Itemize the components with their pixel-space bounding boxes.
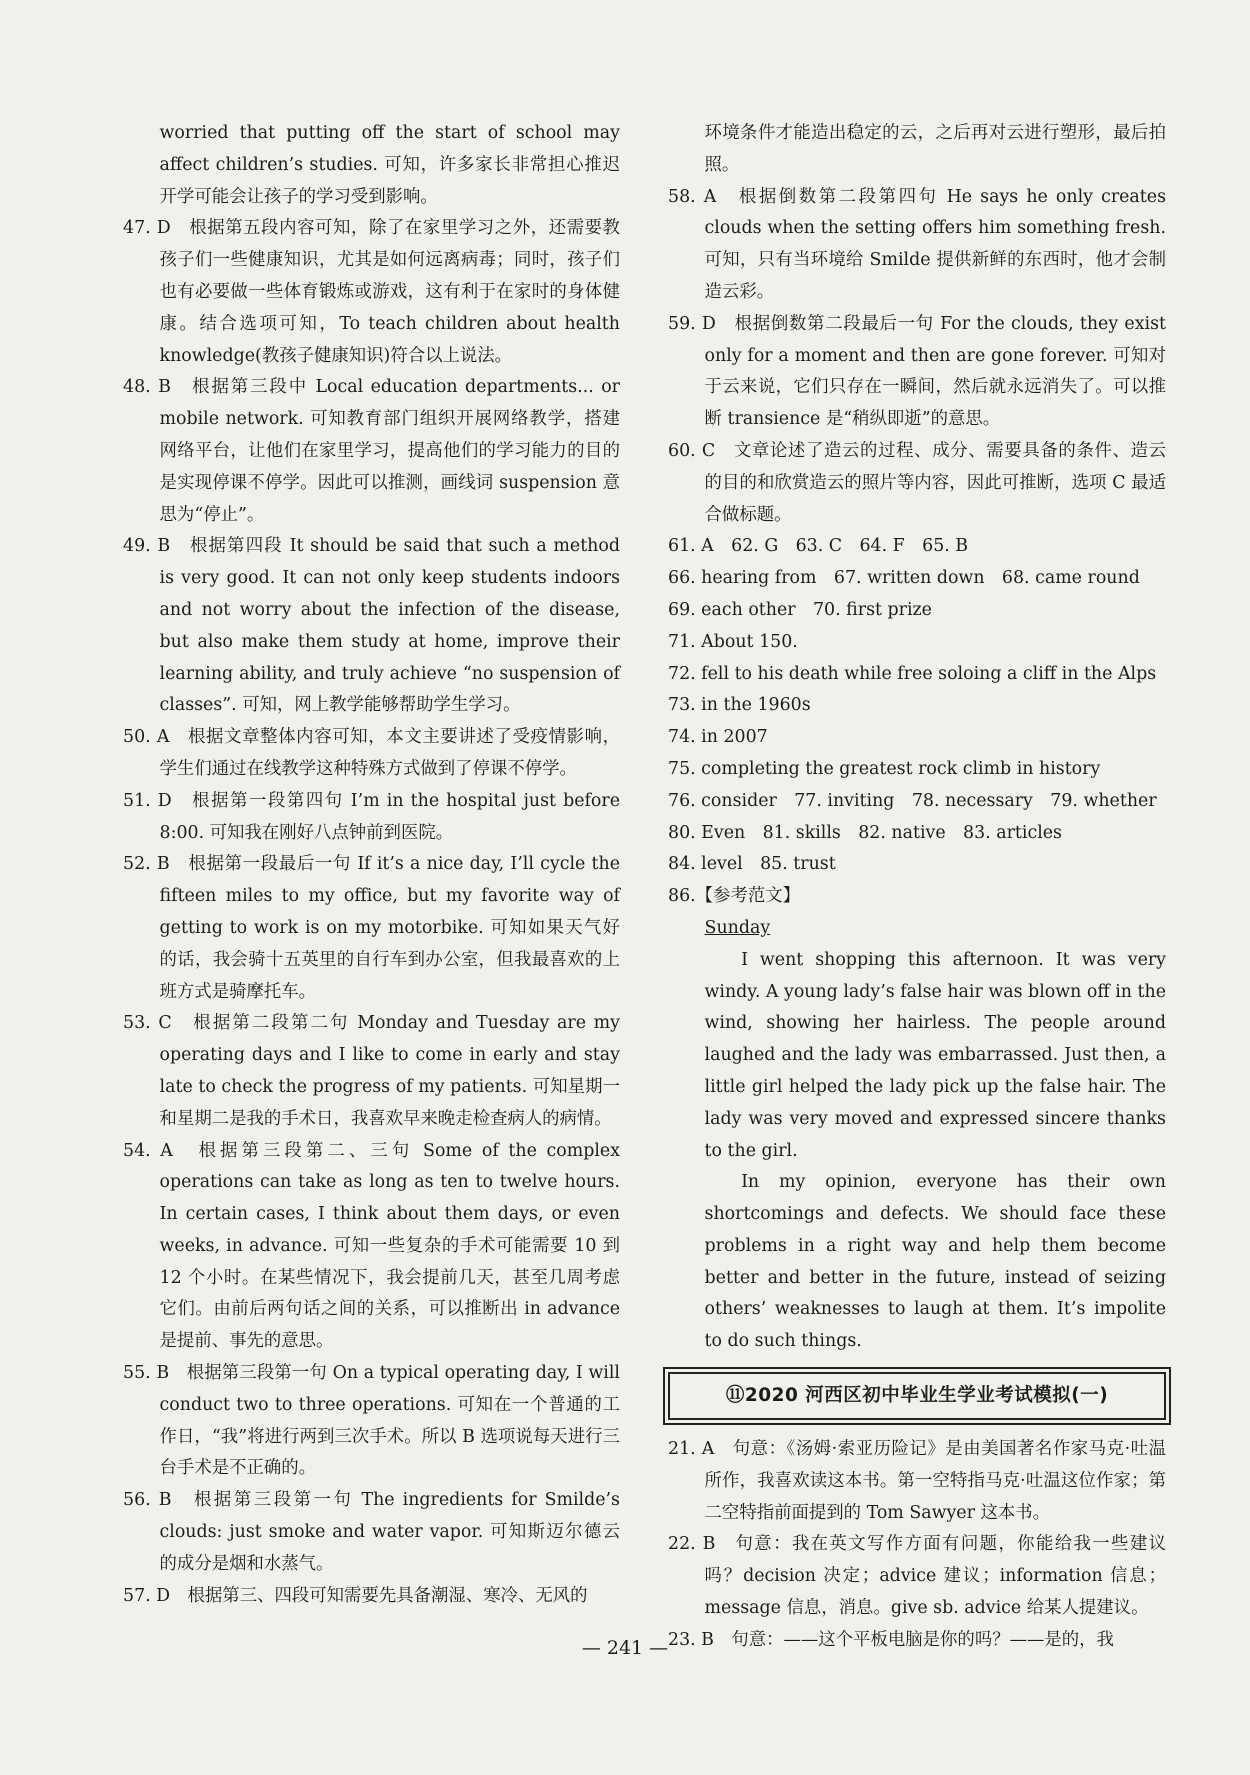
answer-60: 60. C 文章论述了造云的过程、成分、需要具备的条件、造云的目的和欣赏造云的照片等内容，因此可推断，选项 C 最适合做标题。 (668, 440, 1166, 525)
answer-59: 59. D 根据倒数第二段最后一句 For the clouds, they exist only for a moment and then are gone forever. 可知对于云来说，它们只存在一瞬间，然后就永远消失了。可以推断 transience 是“稍纵即逝”的意思。 (668, 313, 1166, 430)
answer-21: 21. A 句意：《汤姆·索亚历险记》是由美国著名作家马克·吐温所作，我喜欢读这本书。第一空特指马克·吐温这位作家；第二空特指前面提到的 Tom Sawyer 这本书。 (668, 1439, 1166, 1523)
answer-73: 73. in the 1960s (668, 695, 811, 716)
answer-52: 52. B 根据第一段最后一句 If it’s a nice day, I’ll cycle the fifteen miles to my office, but my favorite way of getting to work is on my motorbike. 可知如果天气好的话，我会骑十五英里的自行车到办公室，但我最喜欢的上班方式是骑摩托车。 (123, 854, 620, 1002)
answer-47: 47. D 根据第五段内容可知，除了在家里学习之外，还需要教孩子们一些健康知识，尤其是如何远离病毒；同时，孩子们也有必要做一些体育锻炼或游戏，这有利于在家时的身体健康。结合选项可知，To teach children about health knowledge(教孩子健康知识)符合以上说法。 (123, 218, 620, 366)
answer-23: 23. B 句意：——这个平板电脑是你的吗？——是的，我 (668, 1629, 1114, 1650)
answers-84-85: 84. level 85. trust (668, 854, 836, 875)
section-banner: ⑪2020 河西区初中毕业生学业考试模拟(一) (668, 1372, 1166, 1420)
answer-75: 75. completing the greatest rock climb in history (668, 758, 1101, 779)
answer-49: 49. B 根据第四段 It should be said that such a method is very good. It can not only keep students indoors and not worry about the infection of the disease, but also make them study at home, improve their learning ability, and truly achieve “no suspension of classes”. 可知，网上教学能够帮助学生学习。 (123, 536, 620, 716)
answer-54: 54. A 根据第三段第二、三句 Some of the complex operations can take as long as ten to twelve hours. In certain cases, I think about them days, or even weeks, in advance. 可知一些复杂的手术可能需要 10 到 12 个小时。在某些情况下，我会提前几天，甚至几周考虑它们。由前后两句话之间的关系，可以推断出 in advance 是提前、事先的意思。 (123, 1140, 620, 1352)
answer-51: 51. D 根据第一段第四句 I’m in the hospital just before 8:00. 可知我在刚好八点钟前到医院。 (123, 790, 620, 843)
essay-paragraph-2: In my opinion, everyone has their own shortcomings and defects. We should face these problems in a right way and help them become better and better in the future, instead of seizing others’ weaknesses to laugh at them. It’s impolite to do such things. (704, 1172, 1166, 1352)
answer-53: 53. C 根据第二段第二句 Monday and Tuesday are my operating days and I like to come in early and stay late to check the progress of my patients. 可知星期一和星期二是我的手术日，我喜欢早来晚走检查病人的病情。 (123, 1013, 620, 1129)
answer-50: 50. A 根据文章整体内容可知，本文主要讲述了受疫情影响，学生们通过在线教学这种特殊方式做到了停课不停学。 (123, 727, 620, 779)
continued-answer-text: worried that putting off the start of school may affect children’s studies. 可知，许多家长非常担心推迟开学可能会让孩子的学习受到影响。 (159, 123, 620, 207)
essay-title: Sunday (704, 917, 771, 938)
answer-22: 22. B 句意：我在英文写作方面有问题，你能给我一些建议吗？decision 决定；advice 建议；information 信息；message 信息，消息。give sb. advice 给某人提建议。 (668, 1534, 1166, 1619)
answers-69-70: 69. each other 70. first prize (668, 599, 932, 620)
answer-74: 74. in 2007 (668, 727, 768, 748)
answer-71: 71. About 150. (668, 631, 798, 652)
essay-label: 86.【参考范文】 (668, 886, 801, 907)
essay-paragraph-1: I went shopping this afternoon. It was very windy. A young lady’s false hair was blown off in the wind, showing her hairless. The people around laughed and the lady was embarrassed. Just then, a little girl helped the lady pick up the false hair. The lady was very moved and expressed sincere thanks to the girl. (704, 949, 1166, 1161)
answers-66-68: 66. hearing from 67. written down 68. came round (668, 568, 1140, 589)
answers-80-83: 80. Even 81. skills 82. native 83. articles (668, 822, 1062, 843)
answers-76-79: 76. consider 77. inviting 78. necessary 79. whether (668, 790, 1157, 811)
answers-61-65: 61. A 62. G 63. C 64. F 65. B (668, 536, 969, 557)
page-number: — 241 — (581, 1637, 669, 1659)
left-column (123, 118, 620, 1612)
answer-58: 58. A 根据倒数第二段第四句 He says he only creates clouds when the setting offers him something fresh. 可知，只有当环境给 Smilde 提供新鲜的东西时，他才会制造云彩。 (668, 186, 1166, 302)
answer-72: 72. fell to his death while free soloing a cliff in the Alps (668, 663, 1157, 684)
answer-56: 56. B 根据第三段第一句 The ingredients for Smilde’s clouds: just smoke and water vapor. 可知斯迈尔德云的成分是烟和水蒸气。 (123, 1490, 620, 1574)
continued-answer-text: 环境条件才能造出稳定的云，之后再对云进行塑形，最后拍照。 (704, 123, 1166, 175)
answer-48: 48. B 根据第三段中 Local education departments... or mobile network. 可知教育部门组织开展网络教学，搭建网络平台，让他们在家里学习，提高他们的学习能力的目的是实现停课不停学。因此可以推测，画线词 suspension 意思为“停止”。 (123, 377, 620, 525)
answer-57: 57. D 根据第三、四段可知需要先具备潮湿、寒冷、无风的 (123, 1585, 588, 1606)
answer-55: 55. B 根据第三段第一句 On a typical operating day, I will conduct two to three operations. 可知在一个普通的工作日，“我”将进行两到三次手术。所以 B 选项说每天进行三台手术是不正确的。 (123, 1363, 620, 1479)
right-column (668, 118, 1166, 1657)
